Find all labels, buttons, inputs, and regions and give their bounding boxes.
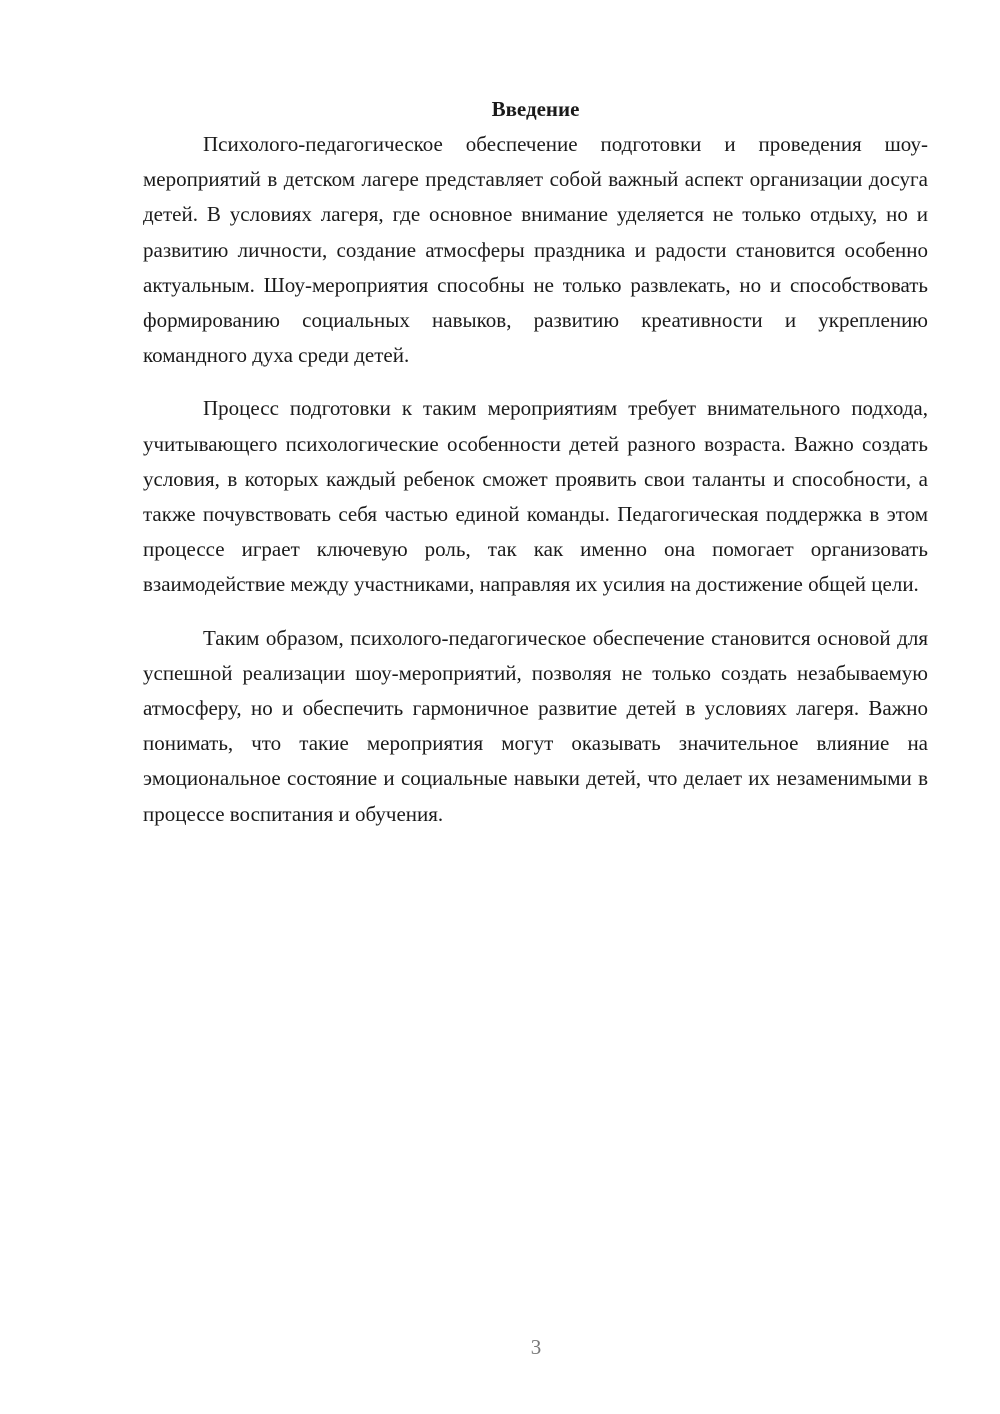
paragraph-2: Процесс подготовки к таким мероприятиям требует внимательного подхода, учитывающего психологические особенности детей разного возраста. Важно создать условия, в которых каждый ребенок сможет проявить свои таланты и способности, а также почувствовать себя частью единой команды. Педагогическая поддержка в этом процессе играет ключевую роль, так как именно она помогает организовать взаимодействие между участниками, направляя их усилия на достижение общей цели.: [143, 396, 928, 597]
section-heading: Введение: [491, 97, 580, 121]
paragraph-1: Психолого-педагогическое обеспечение подготовки и проведения шоу-мероприятий в детском лагере представляет собой важный аспект организации досуга детей. В условиях лагеря, где основное внимание уделяется не только отдыху, но и развитию личности, создание атмосферы праздника и радости становится особенно актуальным. Шоу-мероприятия способны не только развлекать, но и способствовать формированию социальных навыков, развитию креативности и укреплению командного духа среди детей.: [143, 132, 928, 368]
page-content: [143, 92, 928, 832]
page-number: 3: [530, 1335, 542, 1359]
paragraph-3: Таким образом, психолого-педагогическое обеспечение становится основой для успешной реализации шоу-мероприятий, позволяя не только создать незабываемую атмосферу, но и обеспечить гармоничное развитие детей в условиях лагеря. Важно понимать, что такие мероприятия могут оказывать значительное влияние на эмоциональное состояние и социальные навыки детей, что делает их незаменимыми в процессе воспитания и обучения.: [143, 625, 928, 826]
